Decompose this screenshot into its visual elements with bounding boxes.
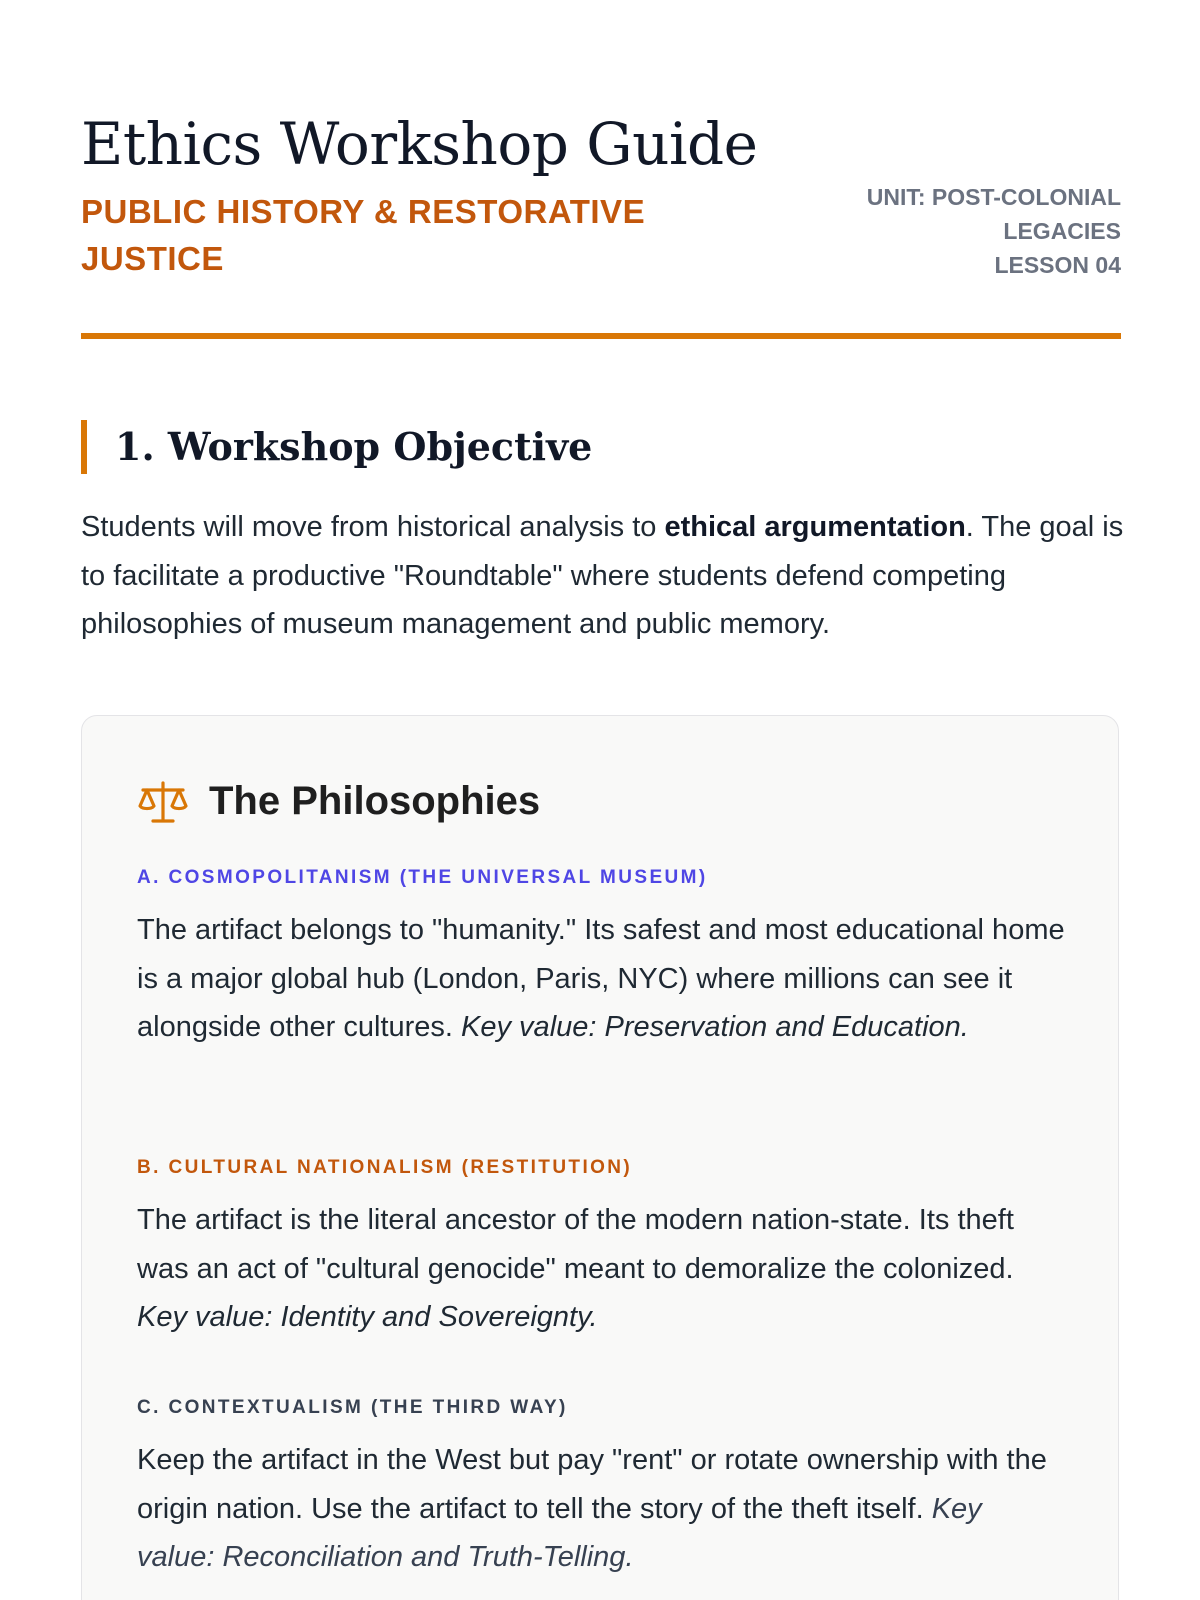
section-accent-bar — [81, 420, 87, 474]
philosophy-label: C. CONTEXTUALISM (THE THIRD WAY) — [137, 1397, 568, 1418]
philosophy-key-value: Key value: Preservation and Education. — [461, 1011, 969, 1043]
philosophy-key-value: Key value: Reconciliation and Truth-Telling. — [137, 1492, 982, 1573]
philosophy-description — [137, 906, 1067, 1052]
philosophy-description — [137, 1436, 1067, 1582]
philosophies-card — [81, 715, 1119, 1600]
philosophies-header — [137, 776, 837, 826]
objective-text-start: Students will move from historical analysis to — [81, 511, 665, 543]
worksheet-page — [81, 0, 1124, 1600]
philosophy-item — [137, 864, 1067, 1052]
unit-lesson-meta — [801, 180, 1121, 282]
header-divider — [81, 333, 1121, 339]
section-heading-objective — [81, 420, 781, 474]
philosophy-label: A. COSMOPOLITANISM (THE UNIVERSAL MUSEUM) — [137, 867, 708, 888]
section-title: 1. Workshop Objective — [115, 424, 593, 469]
document-subtitle: PUBLIC HISTORY & RESTORATIVE JUSTICE — [81, 193, 646, 277]
philosophy-text: The artifact is the literal ancestor of the modern nation-state. Its theft was an act of "cultural genocide" meant to demoralize the colonized. — [137, 1204, 1014, 1285]
objective-paragraph — [81, 503, 1131, 649]
scale-icon — [137, 780, 189, 824]
philosophy-text: The artifact belongs to "humanity." Its safest and most educational home is a major global hub (London, Paris, NYC) where millions can see it alongside other cultures. — [137, 914, 1065, 1043]
objective-text-end: . The goal is to facilitate a productive "Roundtable" where students defend competing philosophies of museum management and public memory. — [81, 511, 1124, 640]
philosophy-text: Keep the artifact in the West but pay "rent" or rotate ownership with the origin nation. Use the artifact to tell the story of the theft itself. — [137, 1444, 1047, 1525]
philosophy-label: B. CULTURAL NATIONALISM (RESTITUTION) — [137, 1157, 633, 1178]
philosophy-item — [137, 1154, 1067, 1342]
philosophy-key-value: Key value: Identity and Sovereignty. — [137, 1301, 598, 1333]
lesson-label: LESSON 04 — [994, 252, 1121, 278]
philosophy-description — [137, 1196, 1067, 1342]
philosophy-item — [137, 1394, 1067, 1582]
objective-emphasis: ethical argumentation — [664, 511, 966, 543]
document-title: Ethics Workshop Guide — [81, 110, 758, 178]
unit-label: UNIT: POST-COLONIAL LEGACIES — [866, 184, 1121, 244]
philosophies-title: The Philosophies — [209, 779, 541, 823]
